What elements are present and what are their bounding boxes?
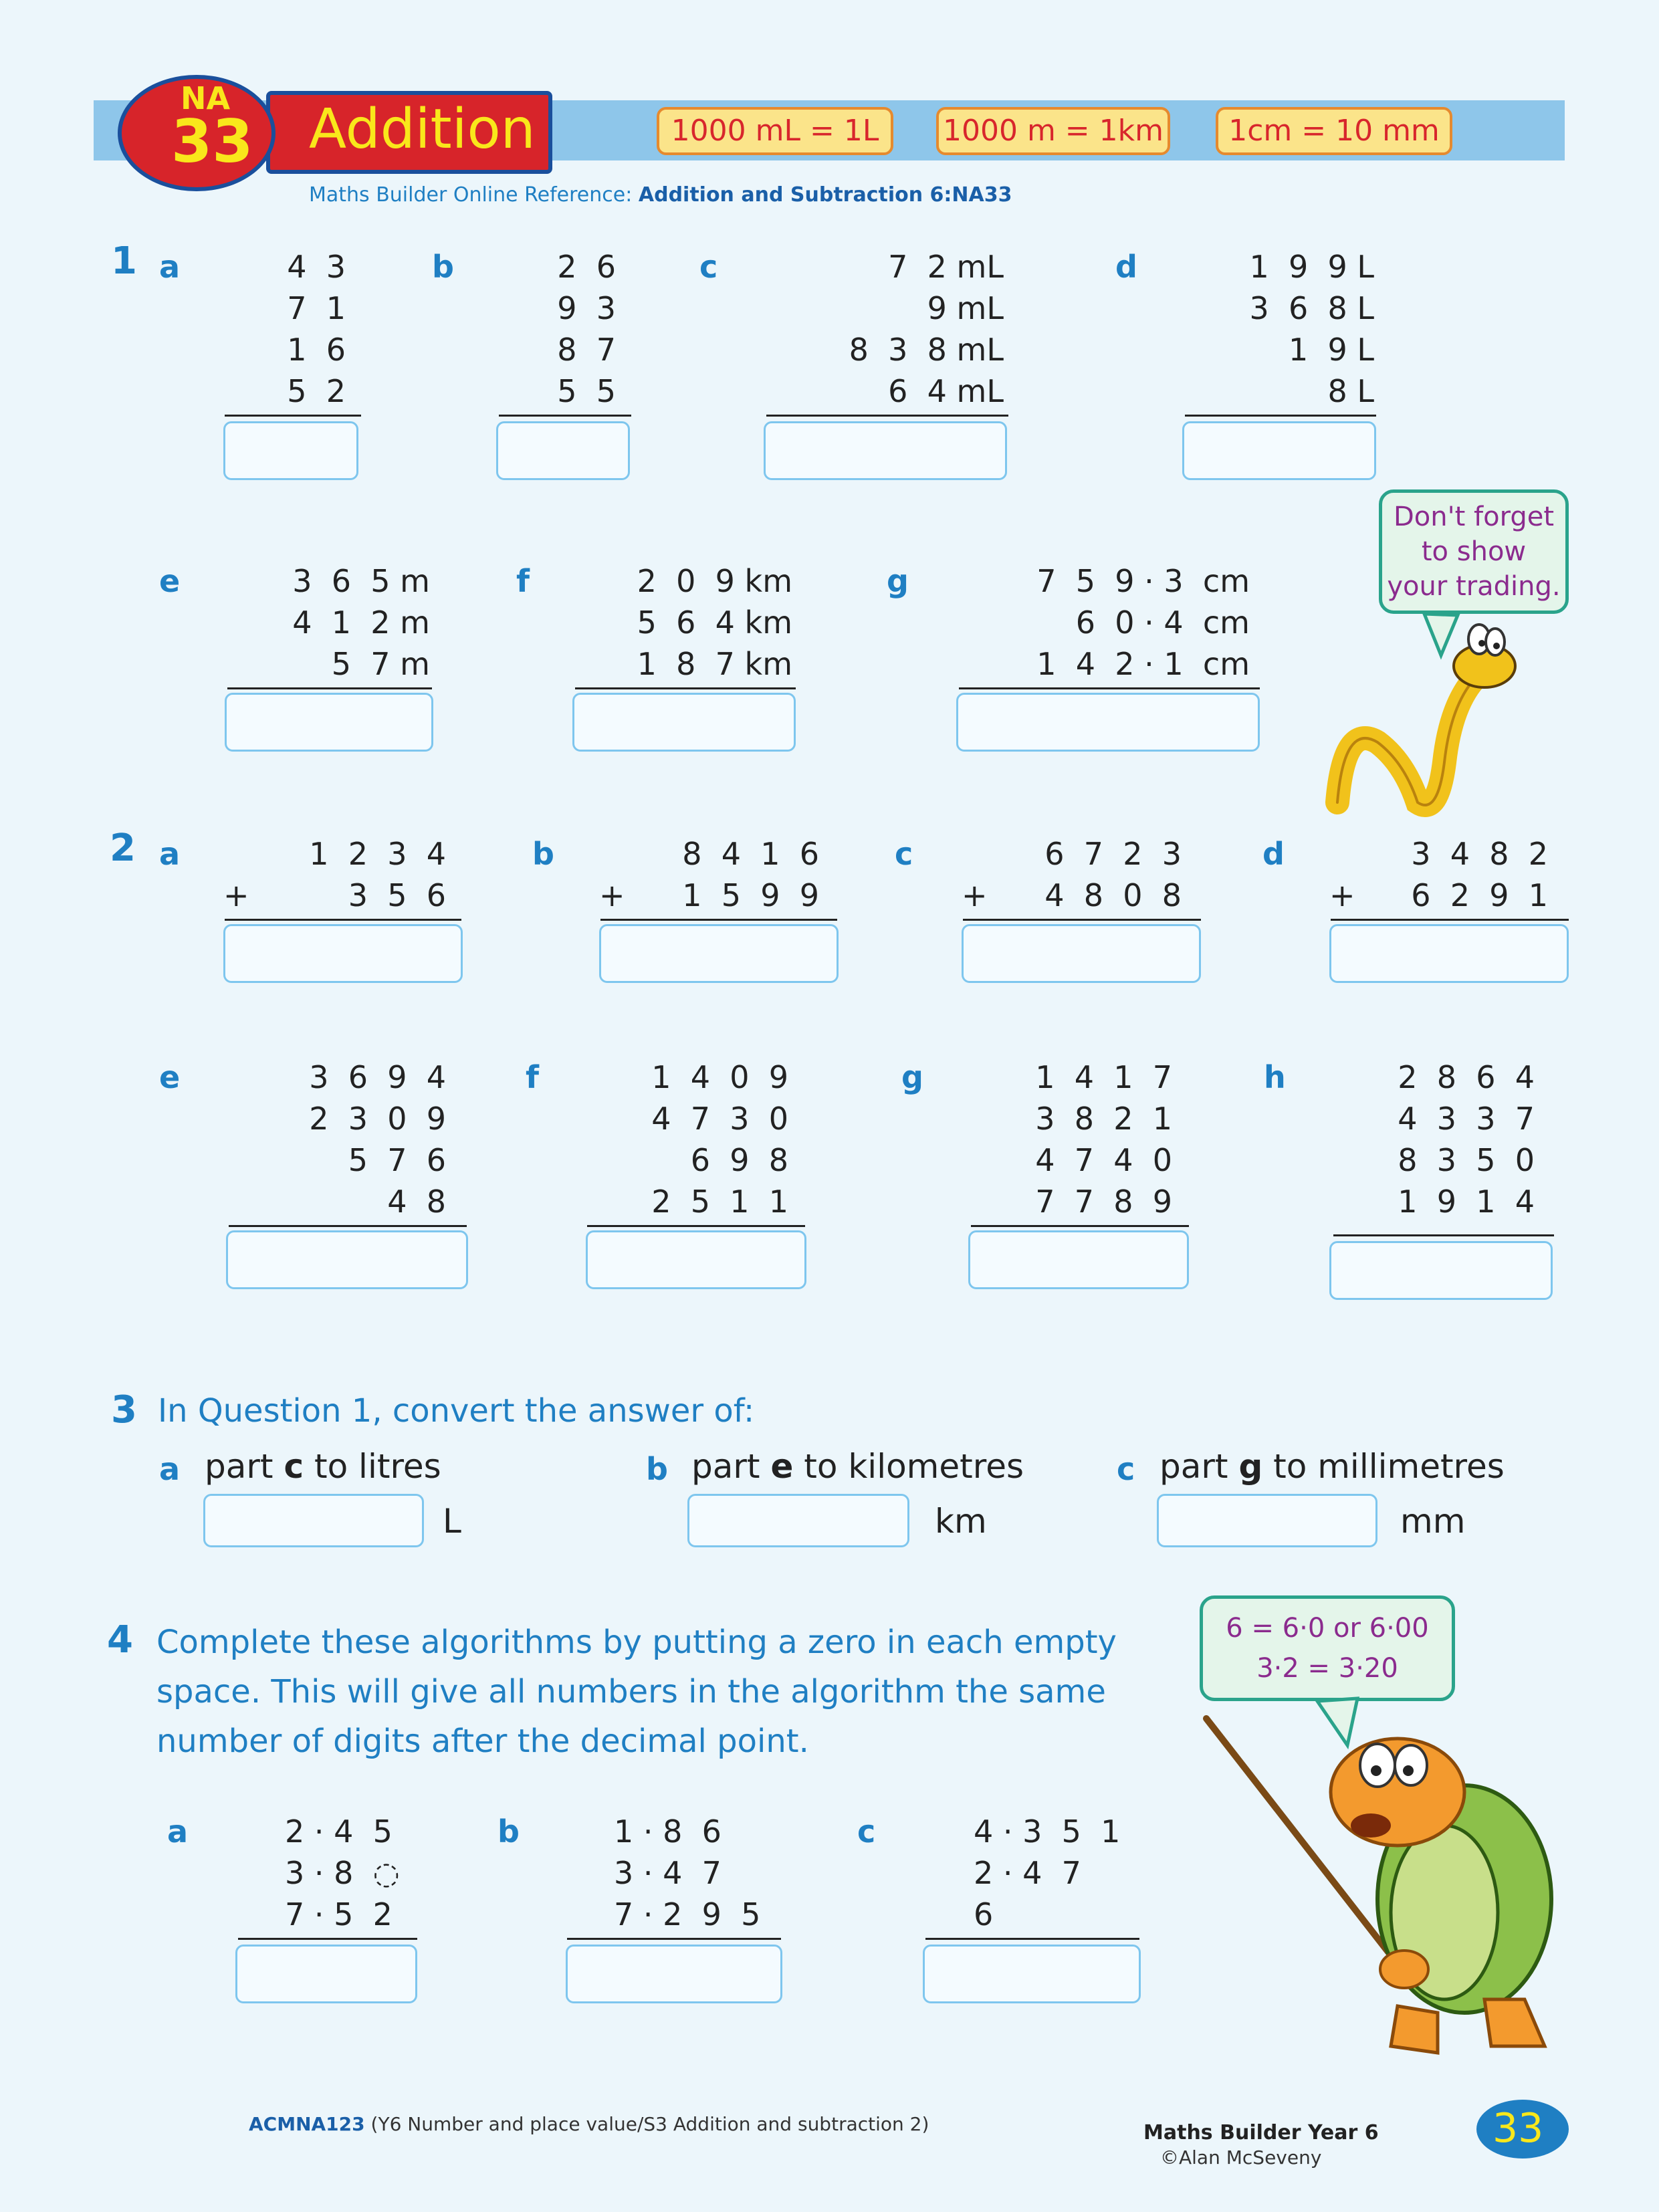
q2-part-g-label: g xyxy=(901,1059,923,1095)
q2h-row4: 1 9 1 4 xyxy=(1398,1184,1535,1220)
q2d-row2: 6 2 9 1 xyxy=(1411,877,1548,913)
q1f-row2: 5 6 4 km xyxy=(637,604,792,641)
q1f-row1: 2 0 9 km xyxy=(637,563,792,599)
q2b-row2: 1 5 9 9 xyxy=(682,877,819,913)
q1f-answer-box[interactable] xyxy=(572,693,796,752)
q1a-rule xyxy=(225,415,361,417)
q1a-row2: 7 1 xyxy=(287,290,346,326)
q1g-row1: 7 5 9 · 3 cm xyxy=(1036,563,1250,599)
q1b-row3: 8 7 xyxy=(557,332,616,368)
q1c-row2: 9 mL xyxy=(927,290,1004,326)
q1b-rule xyxy=(499,415,631,417)
q4c-row2: 2 · 4 7 xyxy=(974,1855,1081,1891)
q1-part-c-label: c xyxy=(699,249,718,285)
q3-part-c-label: c xyxy=(1117,1451,1135,1487)
q1-part-g-label: g xyxy=(887,563,909,599)
q3b-bold: e xyxy=(770,1447,794,1486)
q4-part-c-label: c xyxy=(857,1813,876,1850)
q3b-pre: part xyxy=(691,1447,771,1486)
q2c-row1: 6 7 2 3 xyxy=(1044,836,1182,872)
q4c-row3: 6 xyxy=(974,1896,994,1932)
q3c-answer-box[interactable] xyxy=(1157,1494,1377,1547)
q1-part-a-label: a xyxy=(159,249,181,285)
q1d-row1: 1 9 9 L xyxy=(1249,249,1374,285)
turtle-eye-right xyxy=(1395,1745,1427,1785)
q4a-rule xyxy=(238,1938,417,1940)
q2h-row2: 4 3 3 7 xyxy=(1398,1101,1535,1137)
q2g-row3: 4 7 4 0 xyxy=(1035,1142,1172,1178)
q2-part-h-label: h xyxy=(1264,1059,1286,1095)
q2d-plus: + xyxy=(1329,877,1355,913)
copyright: ©Alan McSeveny xyxy=(1160,2146,1322,2169)
conversion-cm-mm: 1cm = 10 mm xyxy=(1216,107,1452,155)
q2h-row3: 8 3 5 0 xyxy=(1398,1142,1535,1178)
q2a-rule xyxy=(225,919,461,921)
q2f-rule xyxy=(587,1225,805,1227)
curriculum-code-desc: (Y6 Number and place value/S3 Addition and subtraction 2) xyxy=(364,2113,929,2135)
q3b-unit: km xyxy=(935,1502,987,1541)
q3b-prompt xyxy=(691,1447,1024,1486)
bubble1-tail xyxy=(1424,614,1458,655)
q1c-row1: 7 2 mL xyxy=(888,249,1004,285)
q2e-row1: 3 6 9 4 xyxy=(309,1059,446,1095)
q2-part-c-label: c xyxy=(895,836,913,872)
q2b-rule xyxy=(600,919,837,921)
q2-part-e-label: e xyxy=(159,1059,181,1095)
q1b-row2: 9 3 xyxy=(557,290,616,326)
q1d-row4: 8 L xyxy=(1327,373,1374,409)
q4a-answer-box[interactable] xyxy=(235,1945,417,2003)
q2c-rule xyxy=(963,919,1201,921)
q2f-row3: 6 9 8 xyxy=(690,1142,788,1178)
q2a-plus: + xyxy=(223,877,249,913)
q2-part-a-label: a xyxy=(159,836,181,872)
q1d-rule xyxy=(1185,415,1376,417)
q2e-row3: 5 7 6 xyxy=(348,1142,446,1178)
q2-part-b-label: b xyxy=(532,836,554,872)
curriculum-code xyxy=(249,2113,929,2135)
q3a-prompt xyxy=(205,1447,441,1486)
q2h-answer-box[interactable] xyxy=(1329,1241,1553,1300)
q1c-row4: 6 4 mL xyxy=(888,373,1004,409)
q2a-row1: 1 2 3 4 xyxy=(309,836,446,872)
q2g-rule xyxy=(971,1225,1189,1227)
tip1-line1: Don't forget xyxy=(1394,502,1554,532)
book-title: Maths Builder Year 6 xyxy=(1143,2121,1379,2144)
conversion-m-km: 1000 m = 1km xyxy=(936,107,1170,155)
q1b-row1: 2 6 xyxy=(557,249,616,285)
q1e-row3: 5 7 m xyxy=(331,646,430,682)
q2e-row4: 4 8 xyxy=(387,1184,446,1220)
q3a-bold: c xyxy=(284,1447,304,1486)
q1c-row3: 8 3 8 mL xyxy=(849,332,1004,368)
q4-part-b-label: b xyxy=(497,1813,520,1850)
q2c-answer-box[interactable] xyxy=(962,924,1201,983)
q1-part-b-label: b xyxy=(432,249,454,285)
tip1-line2: to show xyxy=(1421,536,1527,567)
question-1-number: 1 xyxy=(111,239,137,283)
q2c-row2: 4 8 0 8 xyxy=(1044,877,1182,913)
question-3-number: 3 xyxy=(111,1388,137,1432)
page-number: 33 xyxy=(1492,2105,1544,2152)
q2g-answer-box[interactable] xyxy=(968,1230,1189,1289)
q1d-answer-box[interactable] xyxy=(1182,421,1376,480)
worm-illustration xyxy=(1324,602,1565,829)
q1-part-f-label: f xyxy=(516,563,530,599)
q4-line2: space. This will give all numbers in the algorithm the same xyxy=(156,1673,1106,1710)
q3a-post: to litres xyxy=(304,1447,441,1486)
turtle-leg-right xyxy=(1484,1999,1545,2046)
q3a-unit: L xyxy=(443,1502,461,1541)
q1-part-d-label: d xyxy=(1115,249,1137,285)
q2d-row1: 3 4 8 2 xyxy=(1411,836,1548,872)
q3c-pre: part xyxy=(1159,1447,1239,1486)
q1c-rule xyxy=(766,415,1008,417)
q3c-post: to millimetres xyxy=(1262,1447,1505,1486)
q3c-bold: g xyxy=(1238,1447,1263,1486)
q4a-row3: 7 · 5 2 xyxy=(285,1896,393,1932)
q2a-answer-box[interactable] xyxy=(223,924,463,983)
q4b-answer-box[interactable] xyxy=(566,1945,782,2003)
q1d-row2: 3 6 8 L xyxy=(1249,290,1374,326)
bubble2-tail xyxy=(1317,1698,1357,1745)
q1b-answer-box[interactable] xyxy=(496,421,630,480)
q1c-answer-box[interactable] xyxy=(764,421,1007,480)
q4b-row2: 3 · 4 7 xyxy=(614,1855,722,1891)
q2e-answer-box[interactable] xyxy=(226,1230,468,1289)
question-2-number: 2 xyxy=(110,826,136,870)
q2e-rule xyxy=(229,1225,467,1227)
worm-eye-right xyxy=(1486,629,1505,655)
q2d-answer-box[interactable] xyxy=(1329,924,1569,983)
tip1-line3: your trading. xyxy=(1387,571,1561,602)
tip2-line1: 6 = 6·0 or 6·00 xyxy=(1226,1613,1429,1644)
q1d-row3: 1 9 L xyxy=(1288,332,1374,368)
online-reference xyxy=(309,183,1012,207)
q4b-row1: 1 · 8 6 xyxy=(614,1813,722,1850)
q1a-row4: 5 2 xyxy=(287,373,346,409)
tip-bubble-decimals xyxy=(1200,1595,1455,1701)
q1g-answer-box[interactable] xyxy=(956,693,1260,752)
q2a-row2: 3 5 6 xyxy=(348,877,446,913)
q2b-plus: + xyxy=(599,877,625,913)
q1e-row2: 4 1 2 m xyxy=(292,604,430,641)
page-title: Addition xyxy=(309,98,536,161)
q3a-answer-box[interactable] xyxy=(203,1494,424,1547)
q1g-row3: 1 4 2 · 1 cm xyxy=(1036,646,1250,682)
q1e-row1: 3 6 5 m xyxy=(292,563,430,599)
tip2-line2: 3·2 = 3·20 xyxy=(1256,1653,1398,1684)
q4c-rule xyxy=(925,1938,1139,1940)
q1g-rule xyxy=(959,687,1260,689)
q4b-row3: 7 · 2 9 5 xyxy=(614,1896,761,1932)
q3b-post: to kilometres xyxy=(793,1447,1024,1486)
badge-number: 33 xyxy=(171,107,253,176)
q4-line1: Complete these algorithms by putting a zero in each empty xyxy=(156,1624,1117,1661)
q1e-answer-box[interactable] xyxy=(225,693,433,752)
turtle-eye-left xyxy=(1360,1744,1395,1787)
q4a-row2: 3 · 8 ◌ xyxy=(285,1855,400,1891)
q1e-rule xyxy=(227,687,432,689)
q2c-plus: + xyxy=(962,877,988,913)
q3a-pre: part xyxy=(205,1447,284,1486)
q2h-row1: 2 8 6 4 xyxy=(1398,1059,1535,1095)
q2-part-d-label: d xyxy=(1262,836,1285,872)
reference-label: Maths Builder Online Reference: xyxy=(309,183,639,207)
q4c-answer-box[interactable] xyxy=(923,1945,1141,2003)
q4b-rule xyxy=(567,1938,781,1940)
q3c-unit: mm xyxy=(1400,1502,1466,1541)
reference-value: Addition and Subtraction 6:NA33 xyxy=(638,183,1012,207)
q1a-row3: 1 6 xyxy=(287,332,346,368)
turtle-hand xyxy=(1380,1951,1428,1988)
question-4-number: 4 xyxy=(107,1618,133,1662)
q2f-answer-box[interactable] xyxy=(586,1230,806,1289)
q1a-row1: 4 3 xyxy=(287,249,346,285)
q2e-row2: 2 3 0 9 xyxy=(309,1101,446,1137)
q4c-row1: 4 · 3 5 1 xyxy=(974,1813,1121,1850)
q1-part-e-label: e xyxy=(159,563,181,599)
q2g-row1: 1 4 1 7 xyxy=(1035,1059,1172,1095)
q3-part-b-label: b xyxy=(646,1451,668,1487)
q3b-answer-box[interactable] xyxy=(687,1494,909,1547)
q2f-row4: 2 5 1 1 xyxy=(651,1184,788,1220)
q2g-row4: 7 7 8 9 xyxy=(1035,1184,1172,1220)
turtle-leg-left xyxy=(1391,2006,1438,2053)
q4-line3: number of digits after the decimal point. xyxy=(156,1723,809,1760)
q2h-rule xyxy=(1333,1234,1554,1236)
q2b-answer-box[interactable] xyxy=(599,924,839,983)
q2b-row1: 8 4 1 6 xyxy=(682,836,819,872)
q1b-row4: 5 5 xyxy=(557,373,616,409)
q1a-answer-box[interactable] xyxy=(223,421,358,480)
curriculum-code-id: ACMNA123 xyxy=(249,2113,365,2135)
turtle-teacher-illustration xyxy=(1197,1692,1598,2066)
q2f-row2: 4 7 3 0 xyxy=(651,1101,788,1137)
turtle-mouth xyxy=(1351,1813,1391,1838)
conversion-ml-l: 1000 mL = 1L xyxy=(657,107,893,155)
q1f-rule xyxy=(575,687,796,689)
q2d-rule xyxy=(1331,919,1569,921)
badge-strand: NA xyxy=(181,80,231,116)
q3c-prompt xyxy=(1159,1447,1505,1486)
q2-part-f-label: f xyxy=(526,1059,540,1095)
q1f-row3: 1 8 7 km xyxy=(637,646,792,682)
tip-bubble-trading xyxy=(1379,489,1569,614)
q2f-row1: 1 4 0 9 xyxy=(651,1059,788,1095)
q1g-row2: 6 0 · 4 cm xyxy=(1075,604,1250,641)
q4-part-a-label: a xyxy=(167,1813,189,1850)
q4a-row1: 2 · 4 5 xyxy=(285,1813,393,1850)
q2g-row2: 3 8 2 1 xyxy=(1035,1101,1172,1137)
q3-part-a-label: a xyxy=(159,1451,181,1487)
q3-instruction: In Question 1, convert the answer of: xyxy=(158,1392,755,1430)
